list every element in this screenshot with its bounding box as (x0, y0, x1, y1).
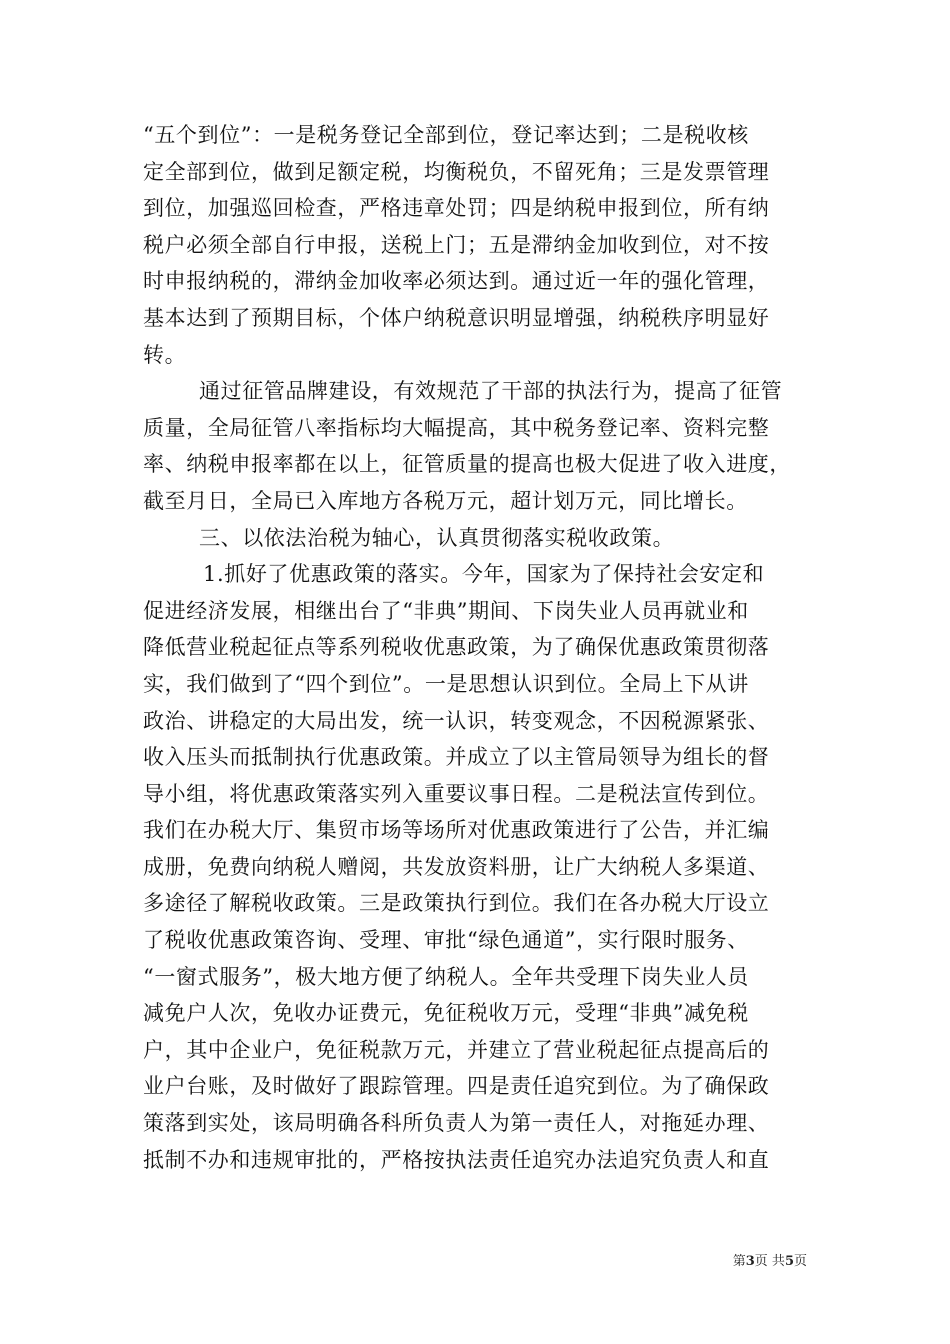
text-line: 收入压头而抵制执行优惠政策。并成立了以主管局领导为组长的督 (143, 745, 770, 770)
text-line: 通过征管品牌建设，有效规范了干部的执法行为，提高了征管 (199, 379, 783, 404)
page-suffix: 页 (793, 1254, 807, 1269)
text-line: 税户必须全部自行申报，送税上门；五是滞纳金加收到位，对不按 (143, 232, 770, 257)
page-number-footer (733, 1250, 807, 1269)
text-line: 促进经济发展，相继出台了“非典”期间、下岗失业人员再就业和 (143, 598, 749, 623)
text-line: 实，我们做到了“四个到位”。一是思想认识到位。全局上下从讲 (143, 671, 749, 696)
text-line: 到位，加强巡回检查，严格违章处罚；四是纳税申报到位，所有纳 (143, 196, 770, 221)
paragraph-five-in-place (143, 117, 813, 373)
paragraph-preferential-policy (143, 556, 813, 1178)
text-line: “一窗式服务”，极大地方便了纳税人。全年共受理下岗失业人员 (143, 964, 749, 989)
text-line: 我们在办税大厅、集贸市场等场所对优惠政策进行了公告，并汇编 (143, 818, 770, 843)
text-line: 策落到实处，该局明确各科所负责人为第一责任人，对拖延办理、 (143, 1111, 770, 1136)
text-line: 户，其中企业户，免征税款万元，并建立了营业税起征点提高后的 (143, 1037, 770, 1062)
text-line: 率、纳税申报率都在以上，征管质量的提高也极大促进了收入进度， (143, 452, 791, 477)
text-line: 导小组，将优惠政策落实列入重要议事日程。二是税法宣传到位。 (143, 781, 770, 806)
text-line: 质量，全局征管八率指标均大幅提高，其中税务登记率、资料完整 (143, 415, 770, 440)
text-line: 业户台账，及时做好了跟踪管理。四是责任追究到位。为了确保政 (143, 1074, 770, 1099)
text-line: 多途径了解税收政策。三是政策执行到位。我们在各办税大厅设立 (143, 891, 770, 916)
text-line: 成册，免费向纳税人赠阅，共发放资料册，让广大纳税人多渠道、 (143, 854, 770, 879)
current-page-number: 3 (745, 1254, 755, 1269)
paragraph-brand-building (143, 373, 813, 519)
page-middle: 页 共 (754, 1254, 785, 1269)
text-line: 定全部到位，做到足额定税，均衡税负，不留死角；三是发票管理 (143, 159, 770, 184)
text-line: 降低营业税起征点等系列税收优惠政策，为了确保优惠政策贯彻落 (143, 635, 770, 660)
text-line: 抵制不办和违规审批的，严格按执法责任追究办法追究负责人和直 (143, 1147, 770, 1172)
text-line: 了税收优惠政策咨询、受理、审批“绿色通道”，实行限时服务、 (143, 928, 749, 953)
body-text (143, 117, 813, 1178)
text-line: 时申报纳税的，滞纳金加收率必须达到。通过近一年的强化管理， (143, 269, 770, 294)
section-heading: 三、以依法治税为轴心，认真贯彻落实税收政策。 (199, 525, 675, 550)
page-prefix: 第 (732, 1254, 746, 1269)
text-line: 截至月日，全局已入库地方各税万元，超计划万元，同比增长。 (143, 488, 748, 513)
total-page-number: 5 (784, 1254, 794, 1269)
text-line: 1.抓好了优惠政策的落实。今年，国家为了保持社会安定和 (203, 562, 765, 587)
text-line: “五个到位”：一是税务登记全部到位，登记率达到；二是税收核 (143, 123, 749, 147)
text-line: 减免户人次，免收办证费元，免征税收万元，受理“非典”减免税 (143, 1001, 749, 1026)
text-line: 基本达到了预期目标，个体户纳税意识明显增强，纳税秩序明显好 (143, 305, 770, 330)
text-line: 政治、讲稳定的大局出发，统一认识，转变观念，不因税源紧张、 (143, 708, 770, 733)
text-line: 转。 (143, 342, 187, 367)
